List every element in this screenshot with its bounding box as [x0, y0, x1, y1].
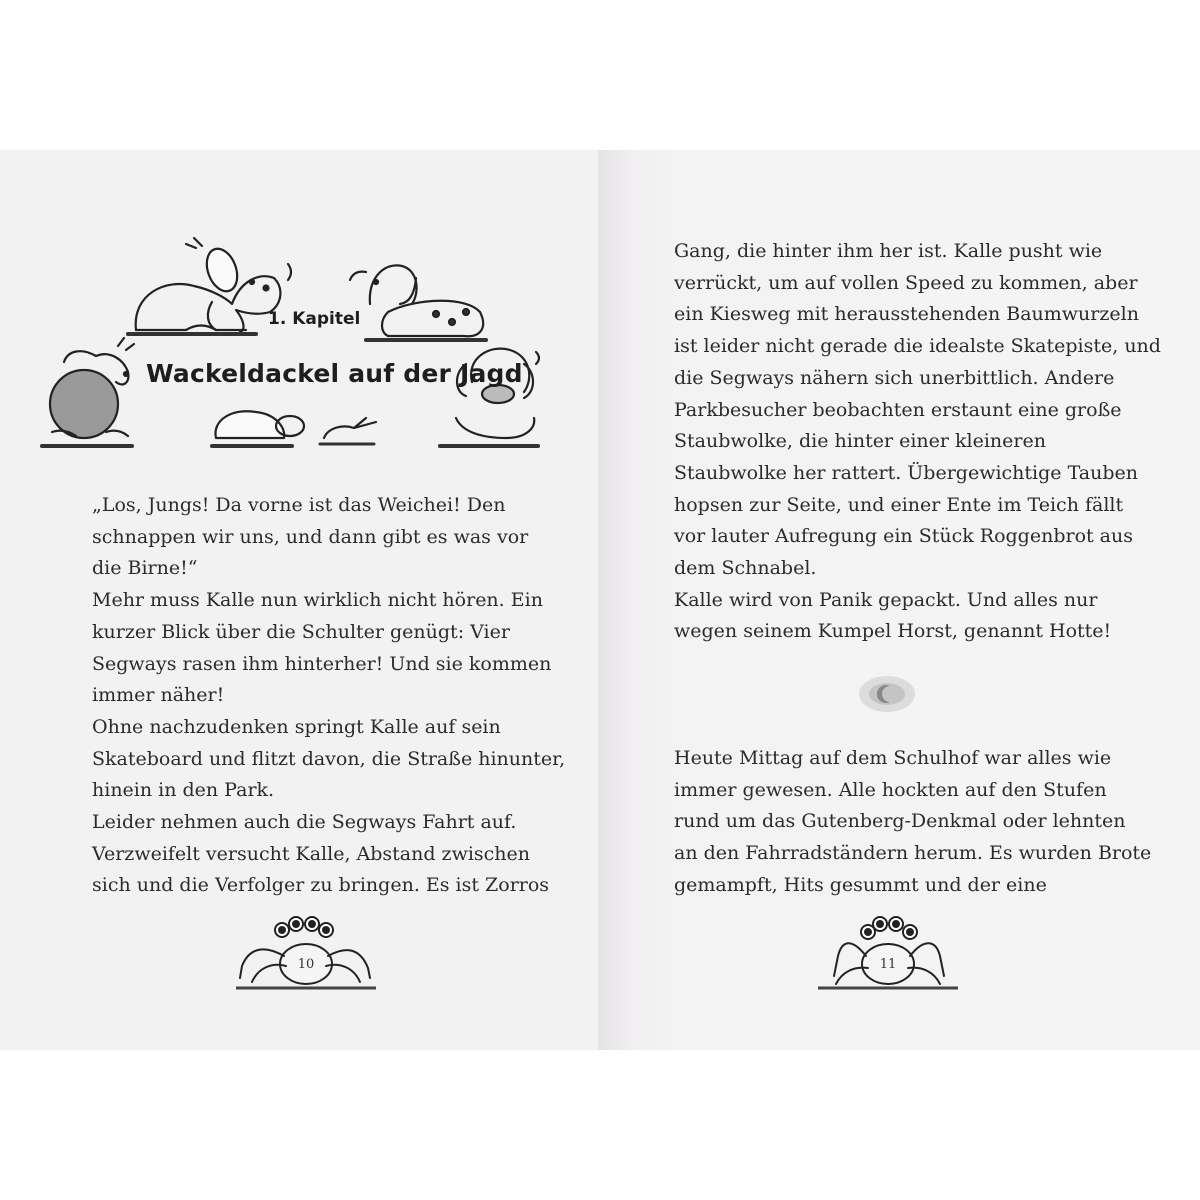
- right-page-text-bottom: [674, 743, 1151, 902]
- text-line: die Segways nähern sich unerbittlich. Andere: [674, 366, 1115, 389]
- dogs-illustration-icon: [36, 232, 556, 472]
- text-line: dem Schnabel.: [674, 557, 817, 580]
- text-line: an den Fahrradständern herum. Es wurden Brote: [674, 842, 1152, 865]
- page-number-right: 11: [879, 957, 897, 972]
- text-line: sich und die Verfolger zu bringen. Es ist Zorros: [92, 874, 550, 897]
- ornament-icon: [856, 673, 918, 715]
- text-line: immer gewesen. Alle hockten auf den Stufen: [674, 778, 1107, 801]
- text-line: verrückt, um auf vollen Speed zu kommen, aber: [674, 271, 1138, 294]
- text-line: kurzer Blick über die Schulter genügt: Vier: [92, 620, 510, 643]
- text-line: vor lauter Aufregung ein Stück Roggenbrot aus: [674, 525, 1133, 548]
- text-line: Mehr muss Kalle nun wirklich nicht hören. Ein: [92, 589, 543, 612]
- text-line: „Los, Jungs! Da vorne ist das Weichei! Den: [92, 494, 506, 516]
- text-line: Gang, die hinter ihm her ist. Kalle pusht wie: [674, 240, 1103, 262]
- right-page-text-top: [674, 236, 1161, 648]
- text-line: Leider nehmen auch die Segways Fahrt auf.: [92, 811, 517, 834]
- text-line: immer näher!: [92, 684, 225, 707]
- text-line: hopsen zur Seite, und einer Ente im Teich fällt: [674, 493, 1124, 516]
- text-line: Segways rasen ihm hinterher! Und sie kommen: [92, 652, 552, 675]
- text-line: ein Kiesweg mit herausstehenden Baumwurzeln: [674, 303, 1139, 326]
- text-line: Verzweifelt versucht Kalle, Abstand zwischen: [92, 842, 531, 865]
- text-line: rund um das Gutenberg-Denkmal oder lehnten: [674, 810, 1126, 833]
- chapter-title: Wackeldackel auf der Jagd: [146, 359, 523, 388]
- page-number-left: 10: [297, 957, 315, 972]
- text-line: ist leider nicht gerade die idealste Skatepiste, und: [674, 335, 1161, 358]
- left-page-text: [92, 490, 565, 902]
- text-line: Ohne nachzudenken springt Kalle auf sein: [92, 715, 501, 738]
- text-line: hinein in den Park.: [92, 779, 275, 802]
- text-line: schnappen wir uns, und dann gibt es was vor: [92, 525, 529, 548]
- text-line: Kalle wird von Panik gepackt. Und alles nur: [674, 588, 1098, 611]
- chapter-number: 1. Kapitel: [268, 309, 361, 329]
- text-line: Staubwolke her rattert. Übergewichtige Tauben: [674, 461, 1138, 484]
- text-line: wegen seinem Kumpel Horst, genannt Hotte!: [674, 620, 1112, 643]
- text-line: Skateboard und flitzt davon, die Straße hinunter,: [92, 747, 566, 770]
- text-line: Staubwolke, die hinter einer kleineren: [674, 430, 1046, 453]
- text-line: Heute Mittag auf dem Schulhof war alles wie: [674, 747, 1112, 769]
- text-line: Parkbesucher beobachten erstaunt eine große: [674, 398, 1122, 421]
- text-line: die Birne!“: [92, 557, 198, 580]
- text-line: gemampft, Hits gesummt und der eine: [674, 873, 1047, 896]
